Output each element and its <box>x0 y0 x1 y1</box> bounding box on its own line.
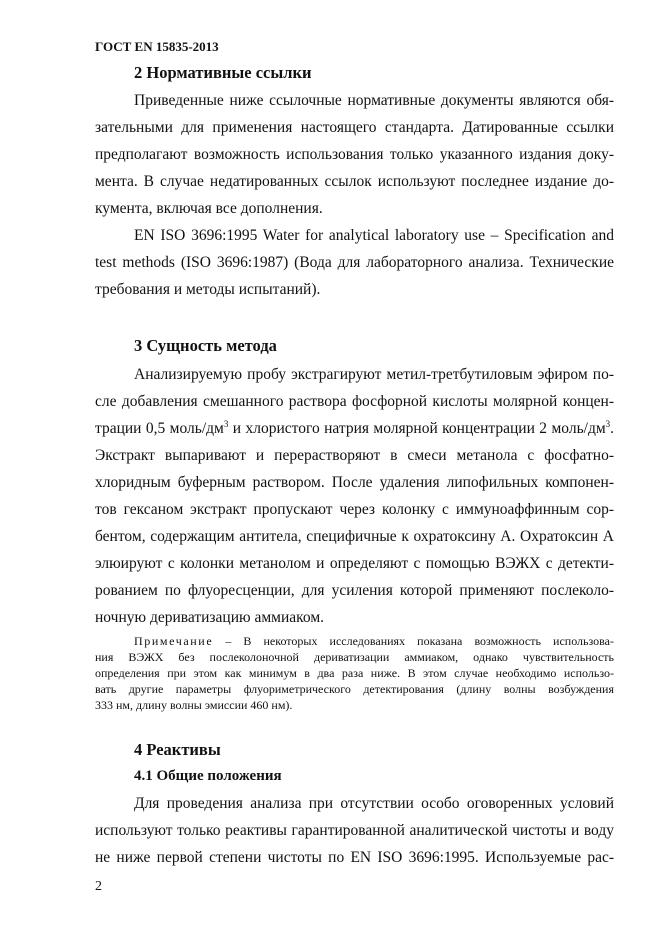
note-line <box>134 634 614 649</box>
paragraph-line: Для проведения анализа при отсутствии особо оговоренных условий <box>134 795 614 812</box>
paragraph-line: сле добавления смешанного раствора фосфорной кислоты молярной концен- <box>95 393 614 410</box>
paragraph-line: не ниже первой степени чистоты по EN ISO 3696:1995. Используемые рас- <box>95 849 614 866</box>
paragraph-line: элюируют с колонки метанолом и определяют с помощью ВЭЖХ с детекти- <box>95 555 614 572</box>
paragraph-line: бентом, содержащим антитела, специфичные к охратоксину А. Охратоксин А <box>95 528 614 545</box>
paragraph-line: Экстракт выпаривают и перерастворяют в смеси метанола с фосфатно- <box>95 447 614 464</box>
paragraph-line: предполагают возможность использования только указанного издания доку- <box>95 146 614 163</box>
note-line: 333 нм, длину волны эмиссии 460 нм). <box>95 698 293 712</box>
superscript: 3 <box>605 418 611 429</box>
superscript: 3 <box>223 418 229 429</box>
subsection-4-1-title: 4.1 Общие положения <box>134 768 282 784</box>
paragraph-line-with-units <box>95 420 614 438</box>
section-4-title: 4 Реактивы <box>134 740 221 759</box>
paragraph-line: мента. В случае недатированных ссылок используют последнее издание до- <box>95 173 614 190</box>
note-line: ния ВЭЖХ без послеколоночной дериватизации аммиаком, однако чувствительность <box>95 650 614 664</box>
paragraph-line: EN ISO 3696:1995 Water for analytical laboratory use – Specification and <box>134 227 614 244</box>
paragraph-line: требования и методы испытаний). <box>95 281 321 298</box>
paragraph-line: используют только реактивы гарантированной аналитической чистоты и воду <box>95 822 614 839</box>
note-line: вать другие параметры флуориметрического детектирования (длину волны возбуждения <box>95 682 614 696</box>
paragraph-line: test methods (ISO 3696:1987) (Вода для лабораторного анализа. Технические <box>95 254 614 271</box>
text-segment: трации 0,5 моль/дм <box>95 420 224 437</box>
section-2-title: 2 Нормативные ссылки <box>134 63 312 82</box>
document-code: ГОСТ EN 15835-2013 <box>95 39 219 54</box>
paragraph-line: рованием по флуоресценции, для усиления которой применяют послеколо- <box>95 582 614 599</box>
paragraph-line: Анализируемую пробу экстрагируют метил-третбутиловым эфиром по- <box>134 366 614 383</box>
note-line: определения при этом как минимум в два раза ниже. В этом случае необходимо использо- <box>95 666 614 680</box>
paragraph-line: хлоридным буферным раствором. После удаления липофильных компонен- <box>95 474 614 491</box>
note-text: – В некоторых исследованиях показана возможность использова- <box>213 634 614 648</box>
paragraph-line: кумента, включая все дополнения. <box>95 200 323 217</box>
note-label: Примечание <box>134 634 214 648</box>
paragraph-line: тов гексаном экстракт пропускают через колонку с иммуноаффинным сор- <box>95 501 614 518</box>
section-3-title: 3 Сущность метода <box>134 336 277 355</box>
paragraph-line: Приведенные ниже ссылочные нормативные документы являются обя- <box>134 92 614 109</box>
text-segment: . <box>610 420 615 437</box>
text-segment: и хлористого натрия молярной концентрации 2 моль/дм <box>228 420 606 437</box>
paragraph-line: ночную дериватизацию аммиаком. <box>95 609 325 626</box>
paragraph-line: зательными для применения настоящего стандарта. Датированные ссылки <box>95 119 614 136</box>
page-number: 2 <box>95 879 102 894</box>
